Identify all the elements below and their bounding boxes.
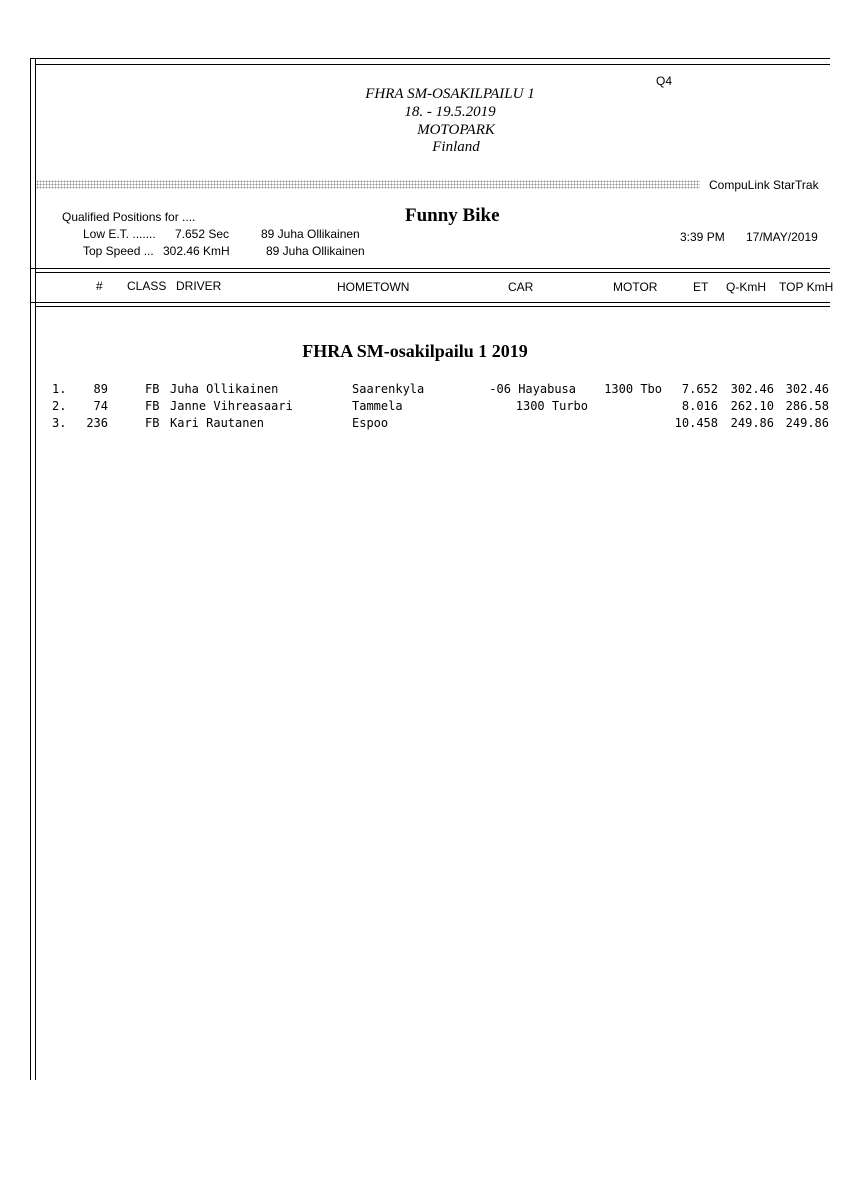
row-topkmh: 286.58: [785, 399, 829, 413]
section-title: FHRA SM-osakilpailu 1 2019: [302, 341, 528, 361]
country: Finland: [432, 139, 480, 155]
low-et-holder: 89 Juha Ollikainen: [261, 227, 360, 241]
header-rule-top-1: [30, 268, 830, 269]
row-motor: 1300 Tbo: [604, 382, 662, 396]
low-et-value: 7.652 Sec: [175, 227, 230, 241]
col-motor: MOTOR: [613, 280, 658, 294]
row-topkmh: 249.86: [785, 416, 829, 430]
row-qkmh: 262.10: [730, 399, 774, 413]
col-driver: DRIVER: [176, 279, 222, 293]
row-car: -06 Hayabusa: [489, 382, 576, 396]
summary-heading: Qualified Positions for ....: [62, 210, 196, 224]
row-qkmh: 302.46: [730, 382, 774, 396]
event-dates: 18. - 19.5.2019: [404, 104, 496, 120]
col-class: CLASS: [127, 279, 167, 293]
col-num: #: [96, 279, 103, 293]
venue: MOTOPARK: [417, 122, 495, 138]
report-date: 17/MAY/2019: [746, 230, 818, 244]
row-position: 2.: [52, 399, 67, 413]
col-car: CAR: [508, 280, 534, 294]
col-hometown: HOMETOWN: [337, 280, 410, 294]
row-et: 10.458: [674, 416, 718, 430]
top-speed-value: 302.46 KmH: [163, 244, 230, 258]
qual-code: Q4: [656, 74, 673, 88]
top-speed-label: Top Speed ...: [83, 244, 154, 258]
col-topkmh: TOP KmH: [779, 280, 834, 294]
row-driver: Kari Rautanen: [170, 416, 264, 430]
report-time: 3:39 PM: [680, 230, 725, 244]
event-name: FHRA SM-OSAKILPAILU 1: [365, 86, 535, 102]
low-et-label: Low E.T. .......: [83, 227, 156, 241]
row-et: 7.652: [681, 382, 718, 396]
top-border-1: [30, 58, 830, 59]
row-qkmh: 249.86: [730, 416, 774, 430]
header-rule-bottom-1: [30, 302, 830, 303]
row-position: 3.: [52, 416, 67, 430]
top-border-2: [35, 64, 830, 65]
row-number: 74: [93, 399, 108, 413]
row-position: 1.: [52, 382, 67, 396]
row-hometown: Saarenkyla: [352, 382, 425, 396]
row-hometown: Tammela: [352, 399, 403, 413]
row-hometown: Espoo: [352, 416, 389, 430]
row-number: 236: [86, 416, 108, 430]
left-border-inner: [35, 58, 36, 1080]
software-label: CompuLink StarTrak: [709, 178, 819, 192]
row-driver: Janne Vihreasaari: [170, 399, 293, 413]
dotted-separator: [36, 180, 700, 189]
row-number: 89: [93, 382, 108, 396]
top-speed-holder: 89 Juha Ollikainen: [266, 244, 365, 258]
row-et: 8.016: [681, 399, 718, 413]
row-driver: Juha Ollikainen: [170, 382, 279, 396]
class-title: Funny Bike: [405, 205, 500, 226]
header-rule-top-2: [35, 272, 830, 273]
row-class: FB: [145, 399, 160, 413]
col-qkmh: Q-KmH: [726, 280, 766, 294]
row-car: 1300 Turbo: [515, 399, 588, 413]
col-et: ET: [693, 280, 709, 294]
row-class: FB: [145, 416, 160, 430]
left-border-outer: [30, 58, 31, 1080]
header-rule-bottom-2: [35, 306, 830, 307]
row-class: FB: [145, 382, 160, 396]
row-topkmh: 302.46: [785, 382, 829, 396]
